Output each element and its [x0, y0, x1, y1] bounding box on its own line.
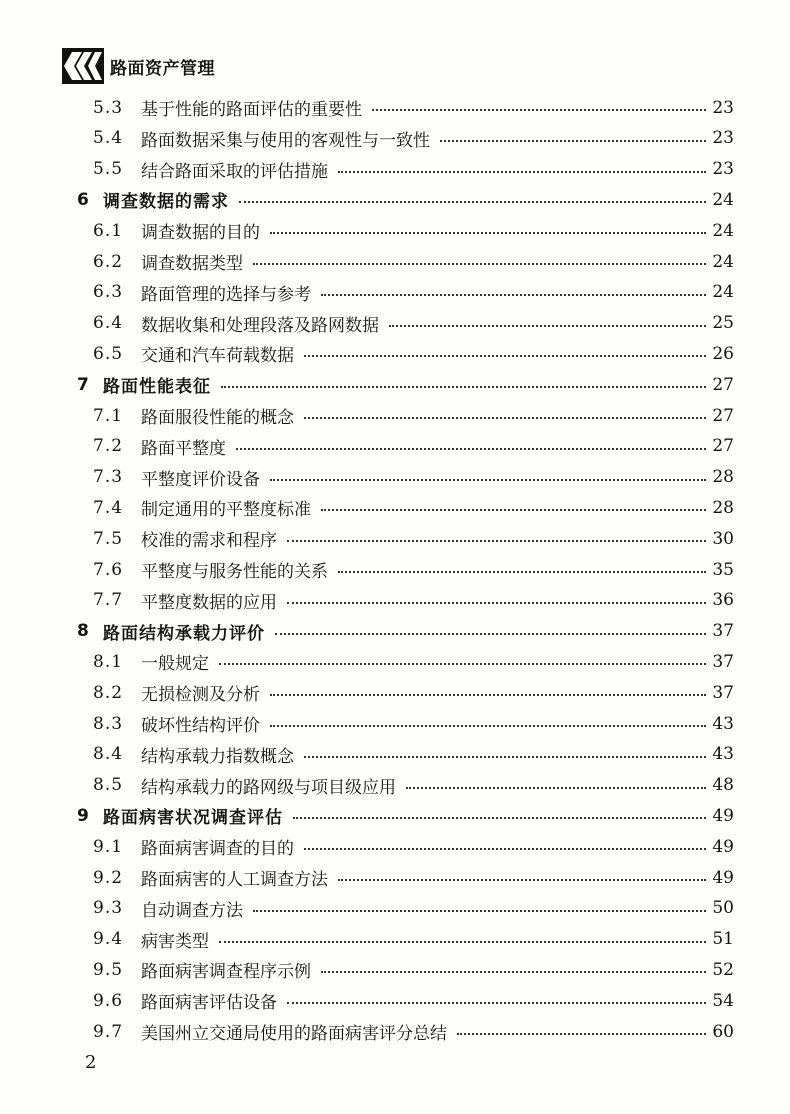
toc-chapter-entry	[0, 800, 790, 831]
toc-entry-title: 结合路面采取的评估措施	[141, 161, 328, 182]
toc-entry-number: 9.2	[93, 867, 124, 888]
toc-section-entry	[0, 924, 790, 955]
toc-section-entry	[0, 431, 790, 462]
toc-entry-title: 路面数据采集与使用的客观性与一致性	[141, 130, 430, 151]
toc-entry-title: 调查数据类型	[141, 254, 243, 274]
toc-entry-number: 9	[77, 805, 89, 826]
dot-leader	[304, 848, 706, 850]
toc-entry-page: 49	[712, 805, 734, 826]
toc-section-entry	[0, 831, 790, 862]
dot-leader	[338, 571, 706, 573]
toc-section-entry	[0, 893, 790, 924]
toc-entry-page: 23	[712, 159, 734, 180]
toc-entry-number: 7.1	[93, 405, 124, 426]
toc-entry-number: 6.5	[93, 343, 124, 364]
toc-entry-page: 43	[712, 744, 734, 765]
dot-leader	[389, 325, 706, 327]
toc-section-entry	[0, 770, 790, 801]
toc-entry-title: 病害类型	[141, 931, 209, 952]
toc-chapter-entry	[0, 184, 790, 215]
toc-entry-title: 路面病害评估设备	[141, 993, 277, 1014]
toc-entry-number: 9.7	[93, 1021, 124, 1042]
toc-entry-number: 9.6	[93, 990, 124, 1011]
toc-entry-page: 24	[712, 251, 734, 272]
toc-entry-page: 37	[712, 682, 734, 703]
dot-leader	[457, 1033, 706, 1035]
running-header	[62, 48, 362, 84]
toc-entry-page: 28	[712, 467, 734, 488]
toc-entry-number: 8	[77, 621, 89, 642]
toc-entry-number: 7.4	[93, 497, 124, 518]
dot-leader	[287, 540, 706, 542]
dot-leader	[270, 694, 706, 696]
toc-entry-title: 自动调查方法	[141, 900, 243, 921]
toc-entry-number: 6.2	[93, 251, 124, 272]
toc-entry-number: 6.4	[93, 313, 124, 334]
toc-entry-title: 数据收集和处理段落及路网数据	[141, 315, 379, 336]
toc-section-entry	[0, 954, 790, 985]
toc-entry-page: 49	[712, 836, 734, 857]
toc-entry-number: 7.2	[93, 436, 124, 457]
toc-entry-title: 路面病害的人工调查方法	[141, 870, 328, 890]
toc-entry-title: 平整度与服务性能的关系	[141, 562, 328, 582]
dot-leader	[253, 910, 706, 912]
toc-entry-number: 8.2	[93, 682, 124, 703]
toc-section-entry	[0, 708, 790, 739]
toc-section-entry	[0, 677, 790, 708]
toc-entry-title: 路面病害调查的目的	[141, 839, 294, 860]
toc-entry-page: 27	[712, 436, 734, 457]
toc-entry-title: 平整度评价设备	[141, 469, 260, 490]
toc-entry-number: 5.3	[93, 97, 124, 118]
toc-section-entry	[0, 646, 790, 677]
toc-chapter-entry	[0, 616, 790, 647]
toc-entry-title: 调查数据的目的	[141, 223, 260, 244]
toc-section-entry	[0, 1016, 790, 1047]
toc-entry-page: 49	[712, 867, 734, 888]
toc-entry-page: 23	[712, 97, 734, 118]
dot-leader	[321, 509, 706, 511]
dot-leader	[293, 817, 706, 819]
toc-section-entry	[0, 400, 790, 431]
dot-leader	[338, 171, 706, 173]
toc-entry-number: 9.5	[93, 959, 124, 980]
toc-entry-page: 27	[712, 374, 734, 395]
toc-section-entry	[0, 154, 790, 185]
toc-entry-page: 52	[712, 959, 734, 980]
toc-entry-title: 路面性能表征	[103, 377, 211, 398]
toc-entry-title: 平整度数据的应用	[141, 592, 277, 613]
toc-section-entry	[0, 277, 790, 308]
dot-leader	[304, 417, 706, 419]
dot-leader	[304, 756, 706, 758]
toc-entry-page: 37	[712, 651, 734, 672]
dot-leader	[338, 879, 706, 881]
toc-entry-title: 路面结构承载力评价	[103, 623, 265, 644]
dot-leader	[270, 725, 706, 727]
page-number: 2	[85, 1052, 97, 1073]
toc-section-entry	[0, 739, 790, 770]
toc-section-entry	[0, 862, 790, 893]
toc-entry-number: 8.4	[93, 744, 124, 765]
dot-leader	[221, 386, 706, 388]
toc-entry-number: 7.7	[93, 590, 124, 611]
dot-leader	[372, 109, 706, 111]
toc-entry-page: 24	[712, 282, 734, 303]
toc-section-entry	[0, 246, 790, 277]
toc-section-entry	[0, 462, 790, 493]
dot-leader	[219, 663, 706, 665]
toc-entry-title: 制定通用的平整度标准	[141, 500, 311, 521]
toc-entry-title: 结构承载力的路网级与项目级应用	[141, 777, 396, 798]
dot-leader	[275, 633, 706, 635]
toc-entry-page: 54	[712, 990, 734, 1011]
book-logo-icon	[62, 48, 104, 84]
toc-entry-number: 6	[77, 189, 89, 210]
toc-entry-title: 调查数据的需求	[103, 192, 229, 213]
toc-entry-page: 43	[712, 713, 734, 734]
toc-entry-page: 50	[712, 898, 734, 919]
toc-entry-page: 28	[712, 497, 734, 518]
toc-entry-title: 美国州立交通局使用的路面病害评分总结	[141, 1024, 447, 1044]
toc-entry-number: 7	[77, 374, 89, 395]
toc-entry-page: 37	[712, 621, 734, 642]
toc-entry-title: 结构承载力指数概念	[141, 746, 294, 767]
dot-leader	[287, 1002, 706, 1004]
dot-leader	[270, 479, 706, 481]
header-title: 路面资产管理	[110, 58, 215, 79]
toc-section-entry	[0, 123, 790, 154]
toc-entry-number: 5.4	[93, 128, 124, 149]
toc-entry-title: 校准的需求和程序	[141, 531, 277, 552]
dot-leader	[287, 602, 706, 604]
toc-entry-page: 23	[712, 128, 734, 149]
toc-section-entry	[0, 554, 790, 585]
dot-leader	[236, 448, 706, 450]
toc-entry-number: 8.1	[93, 651, 124, 672]
toc-entry-page: 60	[712, 1021, 734, 1042]
toc-entry-number: 9.3	[93, 898, 124, 919]
toc-entry-title: 路面病害调查程序示例	[141, 962, 311, 983]
dot-leader	[270, 232, 706, 234]
toc-section-entry	[0, 215, 790, 246]
toc-entry-page: 30	[712, 528, 734, 549]
dot-leader	[239, 201, 706, 203]
toc-section-entry	[0, 523, 790, 554]
toc-entry-number: 9.1	[93, 836, 124, 857]
toc-entry-number: 7.6	[93, 559, 124, 580]
toc-entry-title: 一般规定	[141, 654, 209, 675]
dot-leader	[321, 294, 706, 296]
toc-chapter-entry	[0, 369, 790, 400]
toc-entry-page: 27	[712, 405, 734, 426]
toc-section-entry	[0, 985, 790, 1016]
toc-entry-page: 35	[712, 559, 734, 580]
toc-entry-page: 51	[712, 929, 734, 950]
toc-entry-number: 7.5	[93, 528, 124, 549]
toc-entry-title: 路面平整度	[141, 438, 226, 459]
toc-entry-number: 8.5	[93, 775, 124, 796]
toc-entry-number: 5.5	[93, 159, 124, 180]
toc-section-entry	[0, 585, 790, 616]
toc-entry-title: 破坏性结构评价	[141, 716, 260, 736]
toc-entry-page: 48	[712, 775, 734, 796]
toc-section-entry	[0, 92, 790, 123]
toc-entry-page: 36	[712, 590, 734, 611]
toc-section-entry	[0, 492, 790, 523]
toc-entry-title: 交通和汽车荷载数据	[141, 346, 294, 367]
toc-entry-title: 路面管理的选择与参考	[141, 284, 311, 305]
toc-entry-page: 26	[712, 343, 734, 364]
dot-leader	[321, 971, 706, 973]
toc-entry-number: 8.3	[93, 713, 124, 734]
toc-entry-number: 7.3	[93, 467, 124, 488]
toc-section-entry	[0, 308, 790, 339]
toc-entry-title: 基于性能的路面评估的重要性	[141, 100, 362, 120]
dot-leader	[304, 355, 706, 357]
toc-entry-page: 24	[712, 220, 734, 241]
toc-entry-title: 路面服役性能的概念	[141, 408, 294, 428]
dot-leader	[219, 941, 706, 943]
dot-leader	[406, 787, 706, 789]
toc-entry-page: 25	[712, 313, 734, 334]
toc-entry-page: 24	[712, 189, 734, 210]
toc-entry-number: 9.4	[93, 929, 124, 950]
dot-leader	[253, 263, 706, 265]
toc-entry-number: 6.3	[93, 282, 124, 303]
toc-entry-title: 路面病害状况调查评估	[103, 808, 283, 829]
toc-entry-title: 无损检测及分析	[141, 685, 260, 706]
toc-section-entry	[0, 338, 790, 369]
toc-entry-number: 6.1	[93, 220, 124, 241]
dot-leader	[440, 140, 706, 142]
